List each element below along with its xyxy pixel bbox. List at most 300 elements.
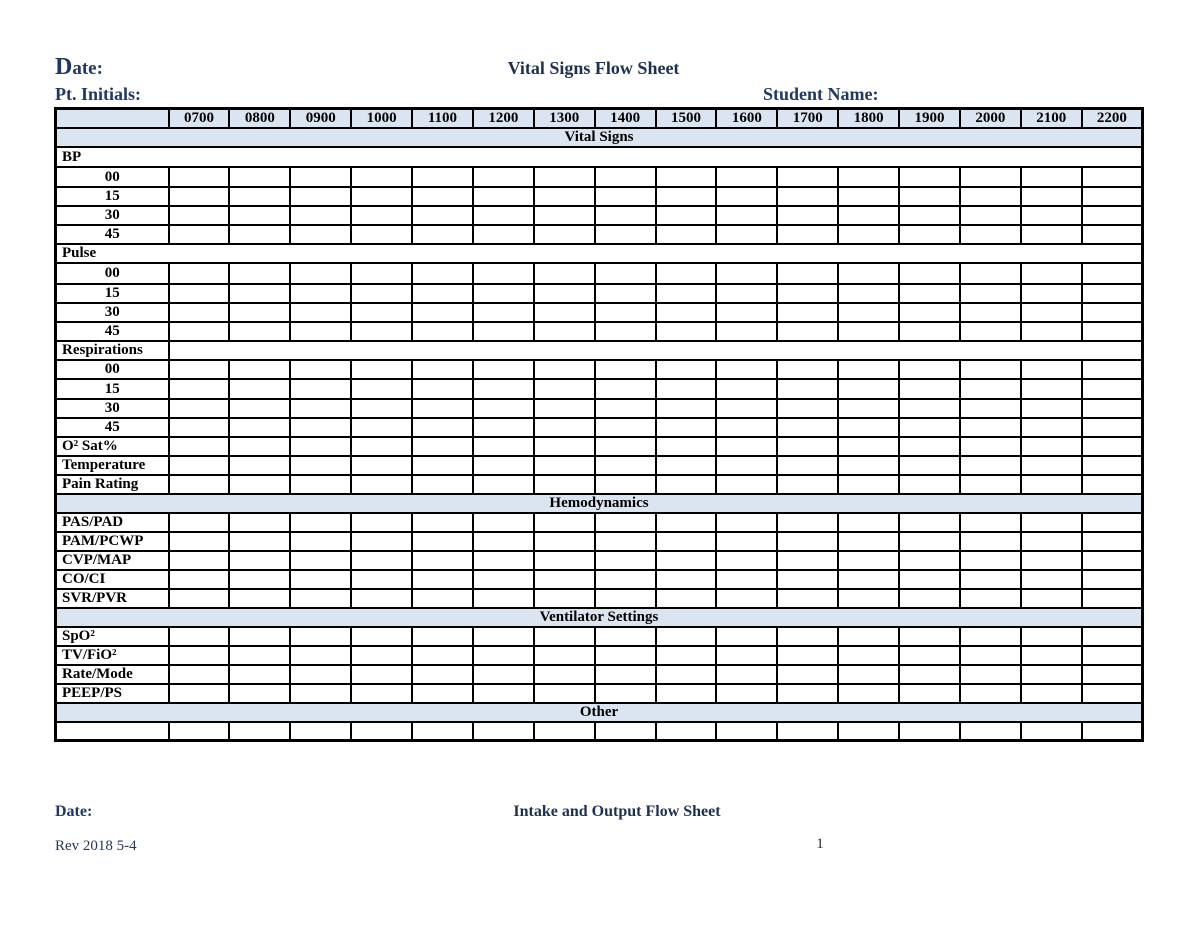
data-cell — [290, 665, 351, 684]
data-cell — [656, 589, 717, 608]
data-cell — [351, 225, 412, 244]
data-cell — [899, 513, 960, 532]
data-cell — [351, 627, 412, 646]
table-row — [56, 322, 1143, 341]
data-cell — [473, 646, 534, 665]
data-cell — [656, 646, 717, 665]
sub-row-label: 15 — [56, 379, 169, 399]
data-cell — [777, 225, 838, 244]
data-cell — [777, 646, 838, 665]
data-cell — [595, 513, 656, 532]
data-cell — [838, 456, 899, 475]
data-cell — [1082, 167, 1143, 187]
data-cell — [1082, 684, 1143, 703]
data-cell — [534, 589, 595, 608]
table-row — [56, 128, 1143, 147]
table-row — [56, 379, 1143, 399]
data-cell — [595, 475, 656, 494]
data-cell — [960, 418, 1021, 437]
table-row — [56, 627, 1143, 646]
data-cell — [229, 225, 290, 244]
data-cell — [716, 225, 777, 244]
data-cell — [656, 399, 717, 418]
data-cell — [229, 437, 290, 456]
data-cell — [899, 418, 960, 437]
data-cell — [960, 684, 1021, 703]
data-cell — [351, 722, 412, 740]
data-cell — [899, 399, 960, 418]
data-cell — [473, 418, 534, 437]
data-cell — [534, 284, 595, 303]
data-cell — [412, 589, 473, 608]
data-cell — [229, 532, 290, 551]
table-row — [56, 513, 1143, 532]
data-cell — [229, 206, 290, 225]
row-label: PAM/PCWP — [56, 532, 169, 551]
time-header-cell: 1500 — [656, 109, 717, 129]
data-cell — [656, 284, 717, 303]
data-cell — [534, 187, 595, 206]
sub-row-label: 00 — [56, 167, 169, 187]
sub-row-label: 45 — [56, 322, 169, 341]
footer-date-label: Date: — [55, 803, 93, 820]
date-label: Date: — [55, 54, 103, 80]
data-cell — [229, 379, 290, 399]
data-cell — [229, 570, 290, 589]
section-header: Hemodynamics — [56, 494, 1143, 513]
data-cell — [290, 379, 351, 399]
data-cell — [412, 646, 473, 665]
data-cell — [595, 551, 656, 570]
table-row — [56, 206, 1143, 225]
data-cell — [1021, 187, 1082, 206]
data-cell — [1021, 475, 1082, 494]
data-cell — [899, 379, 960, 399]
data-cell — [838, 206, 899, 225]
data-cell — [1082, 456, 1143, 475]
data-cell — [290, 684, 351, 703]
data-cell — [290, 360, 351, 379]
data-cell — [229, 684, 290, 703]
row-label: Temperature — [56, 456, 169, 475]
data-cell — [716, 206, 777, 225]
sub-row-label: 15 — [56, 187, 169, 206]
data-cell — [777, 665, 838, 684]
data-cell — [899, 206, 960, 225]
time-header-cell: 1700 — [777, 109, 838, 129]
table-row — [56, 532, 1143, 551]
data-cell — [1082, 225, 1143, 244]
table-container — [54, 107, 1144, 742]
data-cell — [595, 379, 656, 399]
data-cell — [777, 570, 838, 589]
data-cell — [1021, 284, 1082, 303]
data-cell — [656, 167, 717, 187]
data-cell — [1021, 225, 1082, 244]
row-label: CVP/MAP — [56, 551, 169, 570]
data-cell — [229, 646, 290, 665]
data-cell — [1021, 532, 1082, 551]
data-cell — [534, 722, 595, 740]
data-cell — [1082, 187, 1143, 206]
page-title: Vital Signs Flow Sheet — [507, 58, 680, 78]
data-cell — [656, 532, 717, 551]
data-cell — [777, 475, 838, 494]
data-cell — [169, 167, 230, 187]
data-cell — [229, 284, 290, 303]
data-cell — [169, 322, 230, 341]
data-cell — [412, 418, 473, 437]
row-label: SVR/PVR — [56, 589, 169, 608]
data-cell — [656, 456, 717, 475]
data-cell — [656, 418, 717, 437]
table-row — [56, 437, 1143, 456]
data-cell — [716, 322, 777, 341]
data-cell — [656, 684, 717, 703]
data-cell — [777, 399, 838, 418]
time-header-cell: 0900 — [290, 109, 351, 129]
data-cell — [1021, 627, 1082, 646]
row-label: SpO² — [56, 627, 169, 646]
data-cell — [1082, 379, 1143, 399]
data-cell — [534, 206, 595, 225]
data-cell — [838, 167, 899, 187]
data-cell — [290, 225, 351, 244]
data-cell — [169, 360, 230, 379]
data-cell — [290, 475, 351, 494]
data-cell — [777, 532, 838, 551]
data-cell — [169, 284, 230, 303]
data-cell — [169, 456, 230, 475]
data-cell — [351, 418, 412, 437]
data-cell — [169, 532, 230, 551]
table-row — [56, 703, 1143, 722]
data-cell — [777, 303, 838, 322]
data-cell — [960, 437, 1021, 456]
data-cell — [960, 646, 1021, 665]
data-cell — [899, 284, 960, 303]
data-cell — [534, 303, 595, 322]
data-cell — [960, 722, 1021, 740]
pt-initials-label: Pt. Initials: — [55, 84, 142, 104]
data-cell — [716, 456, 777, 475]
data-cell — [1021, 665, 1082, 684]
data-cell — [1021, 167, 1082, 187]
data-cell — [473, 684, 534, 703]
data-cell — [838, 322, 899, 341]
data-cell — [1021, 722, 1082, 740]
data-cell — [716, 284, 777, 303]
data-cell — [534, 437, 595, 456]
data-cell — [1021, 206, 1082, 225]
data-cell — [1082, 206, 1143, 225]
sub-row-label: 45 — [56, 418, 169, 437]
data-cell — [412, 167, 473, 187]
data-cell — [777, 167, 838, 187]
data-cell — [351, 437, 412, 456]
data-cell — [473, 627, 534, 646]
data-cell — [716, 360, 777, 379]
data-cell — [473, 513, 534, 532]
data-cell — [1021, 437, 1082, 456]
data-cell — [1021, 263, 1082, 284]
data-cell — [777, 456, 838, 475]
data-cell — [960, 379, 1021, 399]
data-cell — [169, 379, 230, 399]
data-cell — [595, 206, 656, 225]
data-cell — [595, 722, 656, 740]
time-header-cell: 1200 — [473, 109, 534, 129]
data-cell — [290, 646, 351, 665]
data-cell — [716, 379, 777, 399]
data-cell — [777, 322, 838, 341]
data-cell — [716, 187, 777, 206]
data-cell — [595, 627, 656, 646]
data-cell — [838, 665, 899, 684]
row-label-merged: Pulse — [56, 244, 1143, 263]
data-cell — [229, 322, 290, 341]
data-cell — [473, 167, 534, 187]
data-cell — [838, 513, 899, 532]
data-cell — [838, 187, 899, 206]
data-cell — [595, 418, 656, 437]
data-cell — [595, 589, 656, 608]
data-cell-merged — [169, 341, 1143, 360]
data-cell — [838, 589, 899, 608]
data-cell — [290, 532, 351, 551]
section-header: Ventilator Settings — [56, 608, 1143, 627]
data-cell — [473, 456, 534, 475]
data-cell — [1082, 722, 1143, 740]
data-cell — [534, 225, 595, 244]
data-cell — [960, 532, 1021, 551]
data-cell — [290, 456, 351, 475]
time-header-cell: 2000 — [960, 109, 1021, 129]
data-cell — [473, 322, 534, 341]
data-cell — [716, 646, 777, 665]
data-cell — [351, 551, 412, 570]
row-label: PAS/PAD — [56, 513, 169, 532]
intake-output-title: Intake and Output Flow Sheet — [513, 803, 721, 820]
data-cell — [716, 589, 777, 608]
data-cell — [899, 167, 960, 187]
data-cell — [899, 665, 960, 684]
data-cell — [290, 303, 351, 322]
data-cell — [473, 722, 534, 740]
revision-label: Rev 2018 5-4 — [55, 838, 137, 854]
data-cell — [169, 513, 230, 532]
table-row — [56, 147, 1143, 167]
data-cell — [351, 360, 412, 379]
data-cell — [899, 360, 960, 379]
data-cell — [595, 167, 656, 187]
data-cell — [351, 684, 412, 703]
data-cell — [838, 379, 899, 399]
data-cell — [1082, 322, 1143, 341]
data-cell — [169, 627, 230, 646]
table-row — [56, 494, 1143, 513]
data-cell — [351, 206, 412, 225]
time-header-cell: 1400 — [595, 109, 656, 129]
data-cell — [534, 456, 595, 475]
sub-row-label: 30 — [56, 206, 169, 225]
data-cell — [1082, 532, 1143, 551]
data-cell — [534, 475, 595, 494]
data-cell — [899, 646, 960, 665]
data-cell — [960, 303, 1021, 322]
data-cell — [716, 399, 777, 418]
time-header-cell: 2100 — [1021, 109, 1082, 129]
table-row — [56, 475, 1143, 494]
data-cell — [290, 187, 351, 206]
data-cell — [534, 399, 595, 418]
data-cell — [595, 684, 656, 703]
data-cell — [229, 551, 290, 570]
row-label: Pain Rating — [56, 475, 169, 494]
data-cell — [1082, 263, 1143, 284]
data-cell — [777, 206, 838, 225]
data-cell — [351, 589, 412, 608]
data-cell — [960, 206, 1021, 225]
data-cell — [412, 206, 473, 225]
data-cell — [229, 589, 290, 608]
section-header: Vital Signs — [56, 128, 1143, 147]
data-cell — [1021, 360, 1082, 379]
data-cell — [1082, 360, 1143, 379]
data-cell — [960, 589, 1021, 608]
time-header-cell: 0800 — [229, 109, 290, 129]
data-cell — [1021, 303, 1082, 322]
data-cell — [473, 225, 534, 244]
data-cell — [290, 570, 351, 589]
data-cell — [351, 187, 412, 206]
data-cell — [777, 722, 838, 740]
data-cell — [838, 303, 899, 322]
data-cell — [412, 551, 473, 570]
data-cell — [656, 437, 717, 456]
data-cell — [169, 206, 230, 225]
data-cell — [412, 437, 473, 456]
data-cell — [169, 187, 230, 206]
data-cell — [716, 418, 777, 437]
sub-row-label: 00 — [56, 263, 169, 284]
vital-signs-table — [54, 107, 1144, 742]
data-cell — [656, 263, 717, 284]
data-cell — [169, 722, 230, 740]
data-cell — [899, 187, 960, 206]
data-cell — [473, 187, 534, 206]
data-cell — [777, 437, 838, 456]
data-cell — [229, 456, 290, 475]
data-cell — [169, 437, 230, 456]
data-cell — [412, 187, 473, 206]
data-cell — [351, 646, 412, 665]
data-cell — [777, 551, 838, 570]
data-cell — [595, 665, 656, 684]
data-cell — [473, 665, 534, 684]
data-cell — [169, 399, 230, 418]
data-cell — [1021, 646, 1082, 665]
data-cell — [412, 570, 473, 589]
data-cell — [229, 360, 290, 379]
data-cell — [351, 167, 412, 187]
data-cell — [656, 360, 717, 379]
data-cell — [290, 513, 351, 532]
data-cell — [351, 399, 412, 418]
data-cell — [534, 360, 595, 379]
data-cell — [169, 551, 230, 570]
data-cell — [473, 551, 534, 570]
data-cell — [595, 322, 656, 341]
data-cell — [656, 627, 717, 646]
time-header-empty-cell — [56, 109, 169, 129]
data-cell — [716, 263, 777, 284]
data-cell — [1082, 589, 1143, 608]
data-cell — [534, 263, 595, 284]
data-cell — [716, 665, 777, 684]
sub-row-label: 15 — [56, 284, 169, 303]
data-cell — [169, 589, 230, 608]
data-cell — [960, 322, 1021, 341]
data-cell — [899, 263, 960, 284]
table-row — [56, 589, 1143, 608]
data-cell — [595, 532, 656, 551]
data-cell — [838, 646, 899, 665]
data-cell — [960, 187, 1021, 206]
data-cell — [1021, 399, 1082, 418]
data-cell — [899, 684, 960, 703]
table-row — [56, 722, 1143, 740]
data-cell — [169, 225, 230, 244]
data-cell — [534, 665, 595, 684]
row-label: Respirations — [56, 341, 169, 360]
data-cell — [960, 551, 1021, 570]
data-cell — [960, 399, 1021, 418]
sub-row-label: 00 — [56, 360, 169, 379]
data-cell — [290, 551, 351, 570]
table-row — [56, 608, 1143, 627]
data-cell — [899, 551, 960, 570]
page-number: 1 — [816, 836, 824, 852]
row-label: PEEP/PS — [56, 684, 169, 703]
data-cell — [656, 379, 717, 399]
data-cell — [716, 167, 777, 187]
table-row — [56, 109, 1143, 129]
data-cell — [534, 418, 595, 437]
data-cell — [716, 722, 777, 740]
table-row — [56, 646, 1143, 665]
data-cell — [960, 167, 1021, 187]
data-cell — [960, 360, 1021, 379]
data-cell — [960, 284, 1021, 303]
data-cell — [473, 206, 534, 225]
table-row — [56, 665, 1143, 684]
data-cell — [290, 167, 351, 187]
data-cell — [716, 551, 777, 570]
data-cell — [534, 627, 595, 646]
data-cell — [412, 475, 473, 494]
data-cell — [656, 513, 717, 532]
data-cell — [656, 322, 717, 341]
data-cell — [473, 360, 534, 379]
data-cell — [412, 627, 473, 646]
data-cell — [595, 263, 656, 284]
data-cell — [229, 399, 290, 418]
data-cell — [777, 187, 838, 206]
data-cell — [534, 532, 595, 551]
data-cell — [1082, 646, 1143, 665]
data-cell — [351, 570, 412, 589]
